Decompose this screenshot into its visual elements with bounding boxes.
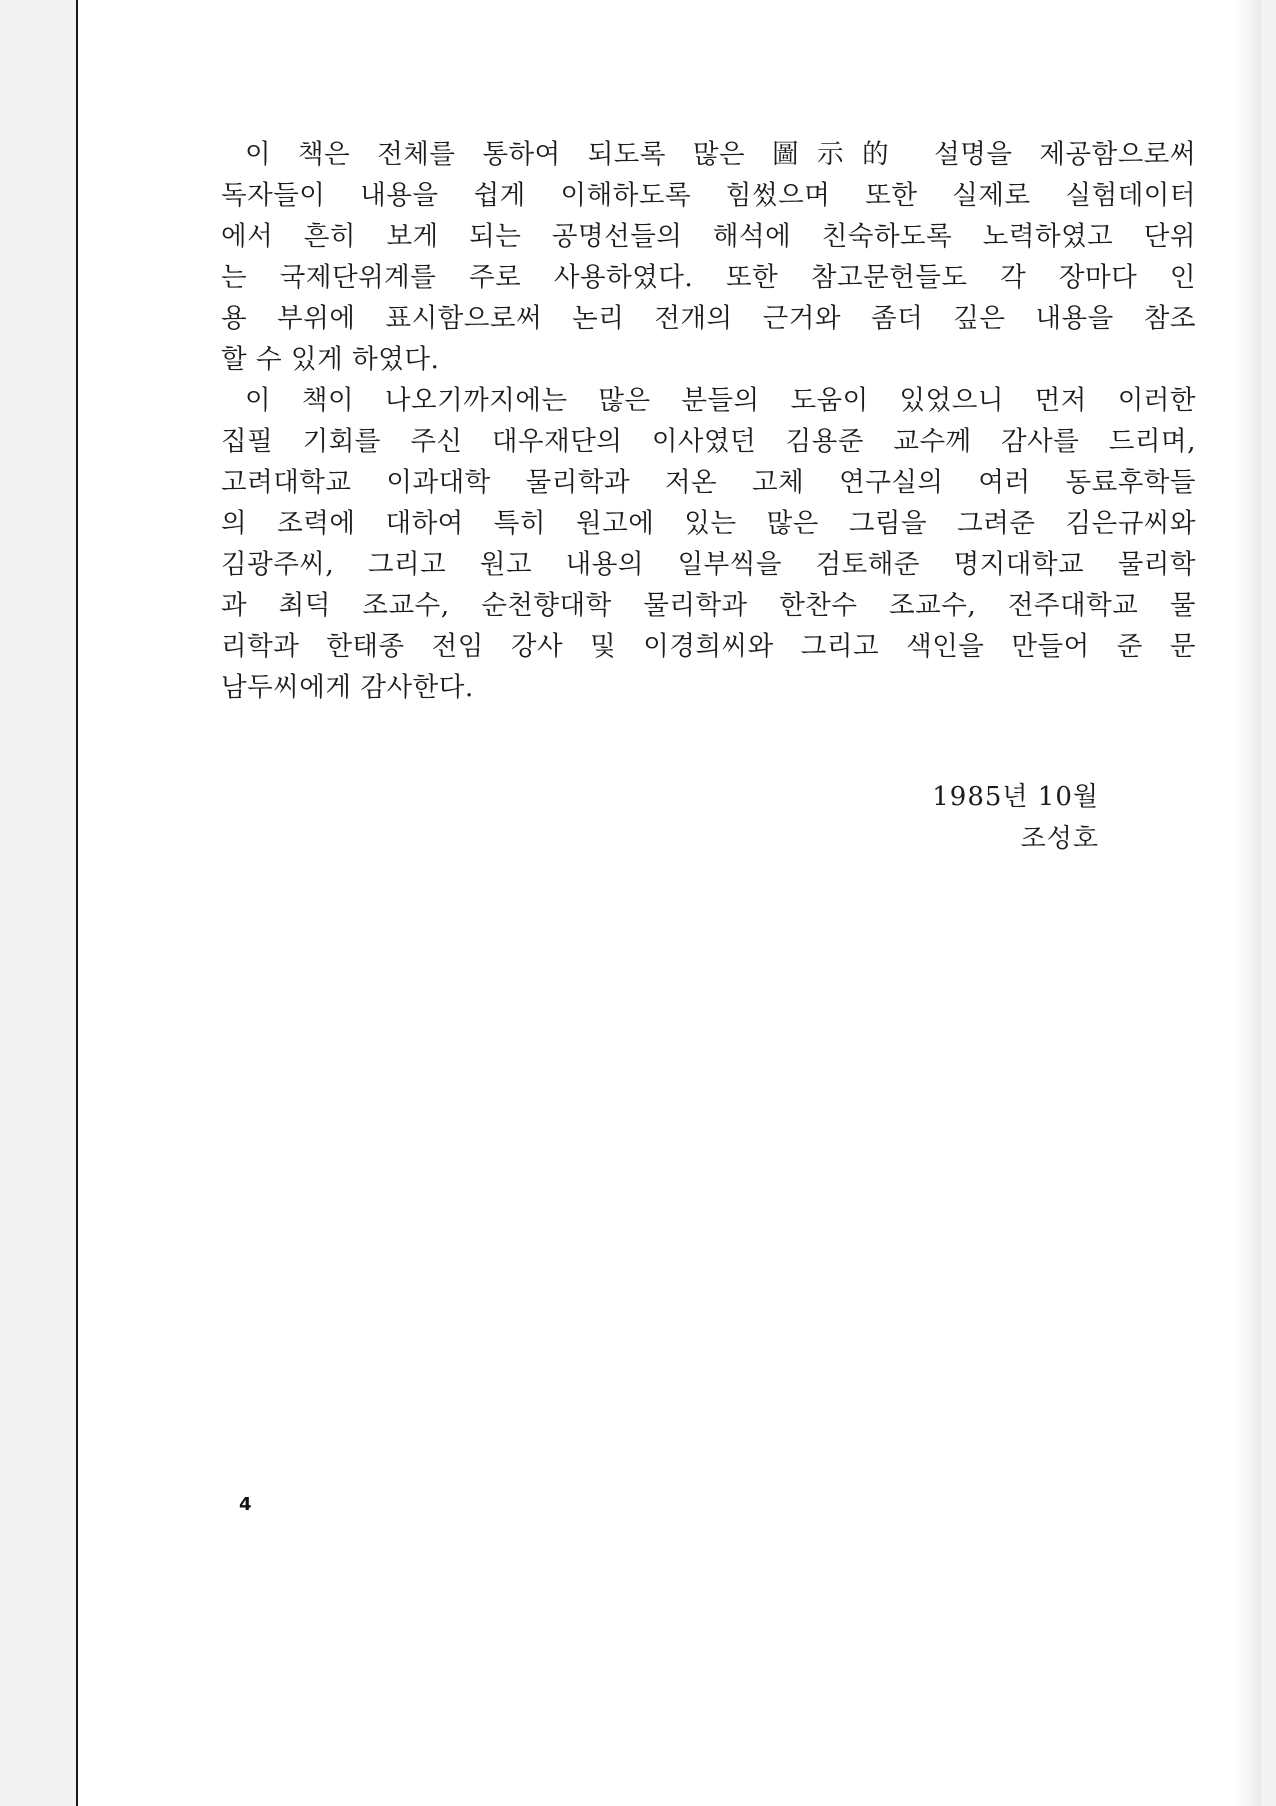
page-edge-shadow [1233, 0, 1261, 1806]
signature-date: 1985년 10월 [932, 782, 1099, 812]
preface-paragraph-1 [221, 134, 1196, 380]
text-line: 용 부위에 표시함으로써 논리 전개의 근거와 좀더 깊은 내용을 참조 [221, 303, 1196, 334]
preface-paragraph-2 [221, 380, 1196, 708]
signature-block [932, 776, 1099, 860]
text-line: 고려대학교 이과대학 물리학과 저온 고체 연구실의 여러 동료후학들 [221, 467, 1196, 498]
text-line: 에서 흔히 보게 되는 공명선들의 해석에 친숙하도록 노력하였고 단위 [221, 221, 1196, 252]
text-line: 김광주씨, 그리고 원고 내용의 일부씩을 검토해준 명지대학교 물리학 [221, 549, 1196, 580]
signature-author: 조성호 [1020, 824, 1099, 854]
text-line: 이 책이 나오기까지에는 많은 분들의 도움이 있었으니 먼저 이러한 [245, 385, 1196, 416]
text-line: 이 책은 전체를 통하여 되도록 많은 圖示的 설명을 제공함으로써 [245, 139, 1196, 170]
preface-text [221, 134, 1196, 708]
book-page [76, 0, 1261, 1806]
page-number: 4 [239, 1494, 252, 1515]
text-line: 집필 기회를 주신 대우재단의 이사였던 김용준 교수께 감사를 드리며, [221, 426, 1196, 457]
text-line: 의 조력에 대하여 특히 원고에 있는 많은 그림을 그려준 김은규씨와 [221, 508, 1196, 539]
text-line: 남두씨에게 감사한다. [221, 672, 474, 703]
text-line: 할 수 있게 하였다. [221, 344, 440, 375]
text-line: 는 국제단위계를 주로 사용하였다. 또한 참고문헌들도 각 장마다 인 [221, 262, 1196, 293]
text-line: 독자들이 내용을 쉽게 이해하도록 힘썼으며 또한 실제로 실험데이터 [221, 180, 1196, 211]
text-line: 과 최덕 조교수, 순천향대학 물리학과 한찬수 조교수, 전주대학교 물 [221, 590, 1196, 621]
text-line: 리학과 한태종 전임 강사 및 이경희씨와 그리고 색인을 만들어 준 문 [221, 631, 1196, 662]
